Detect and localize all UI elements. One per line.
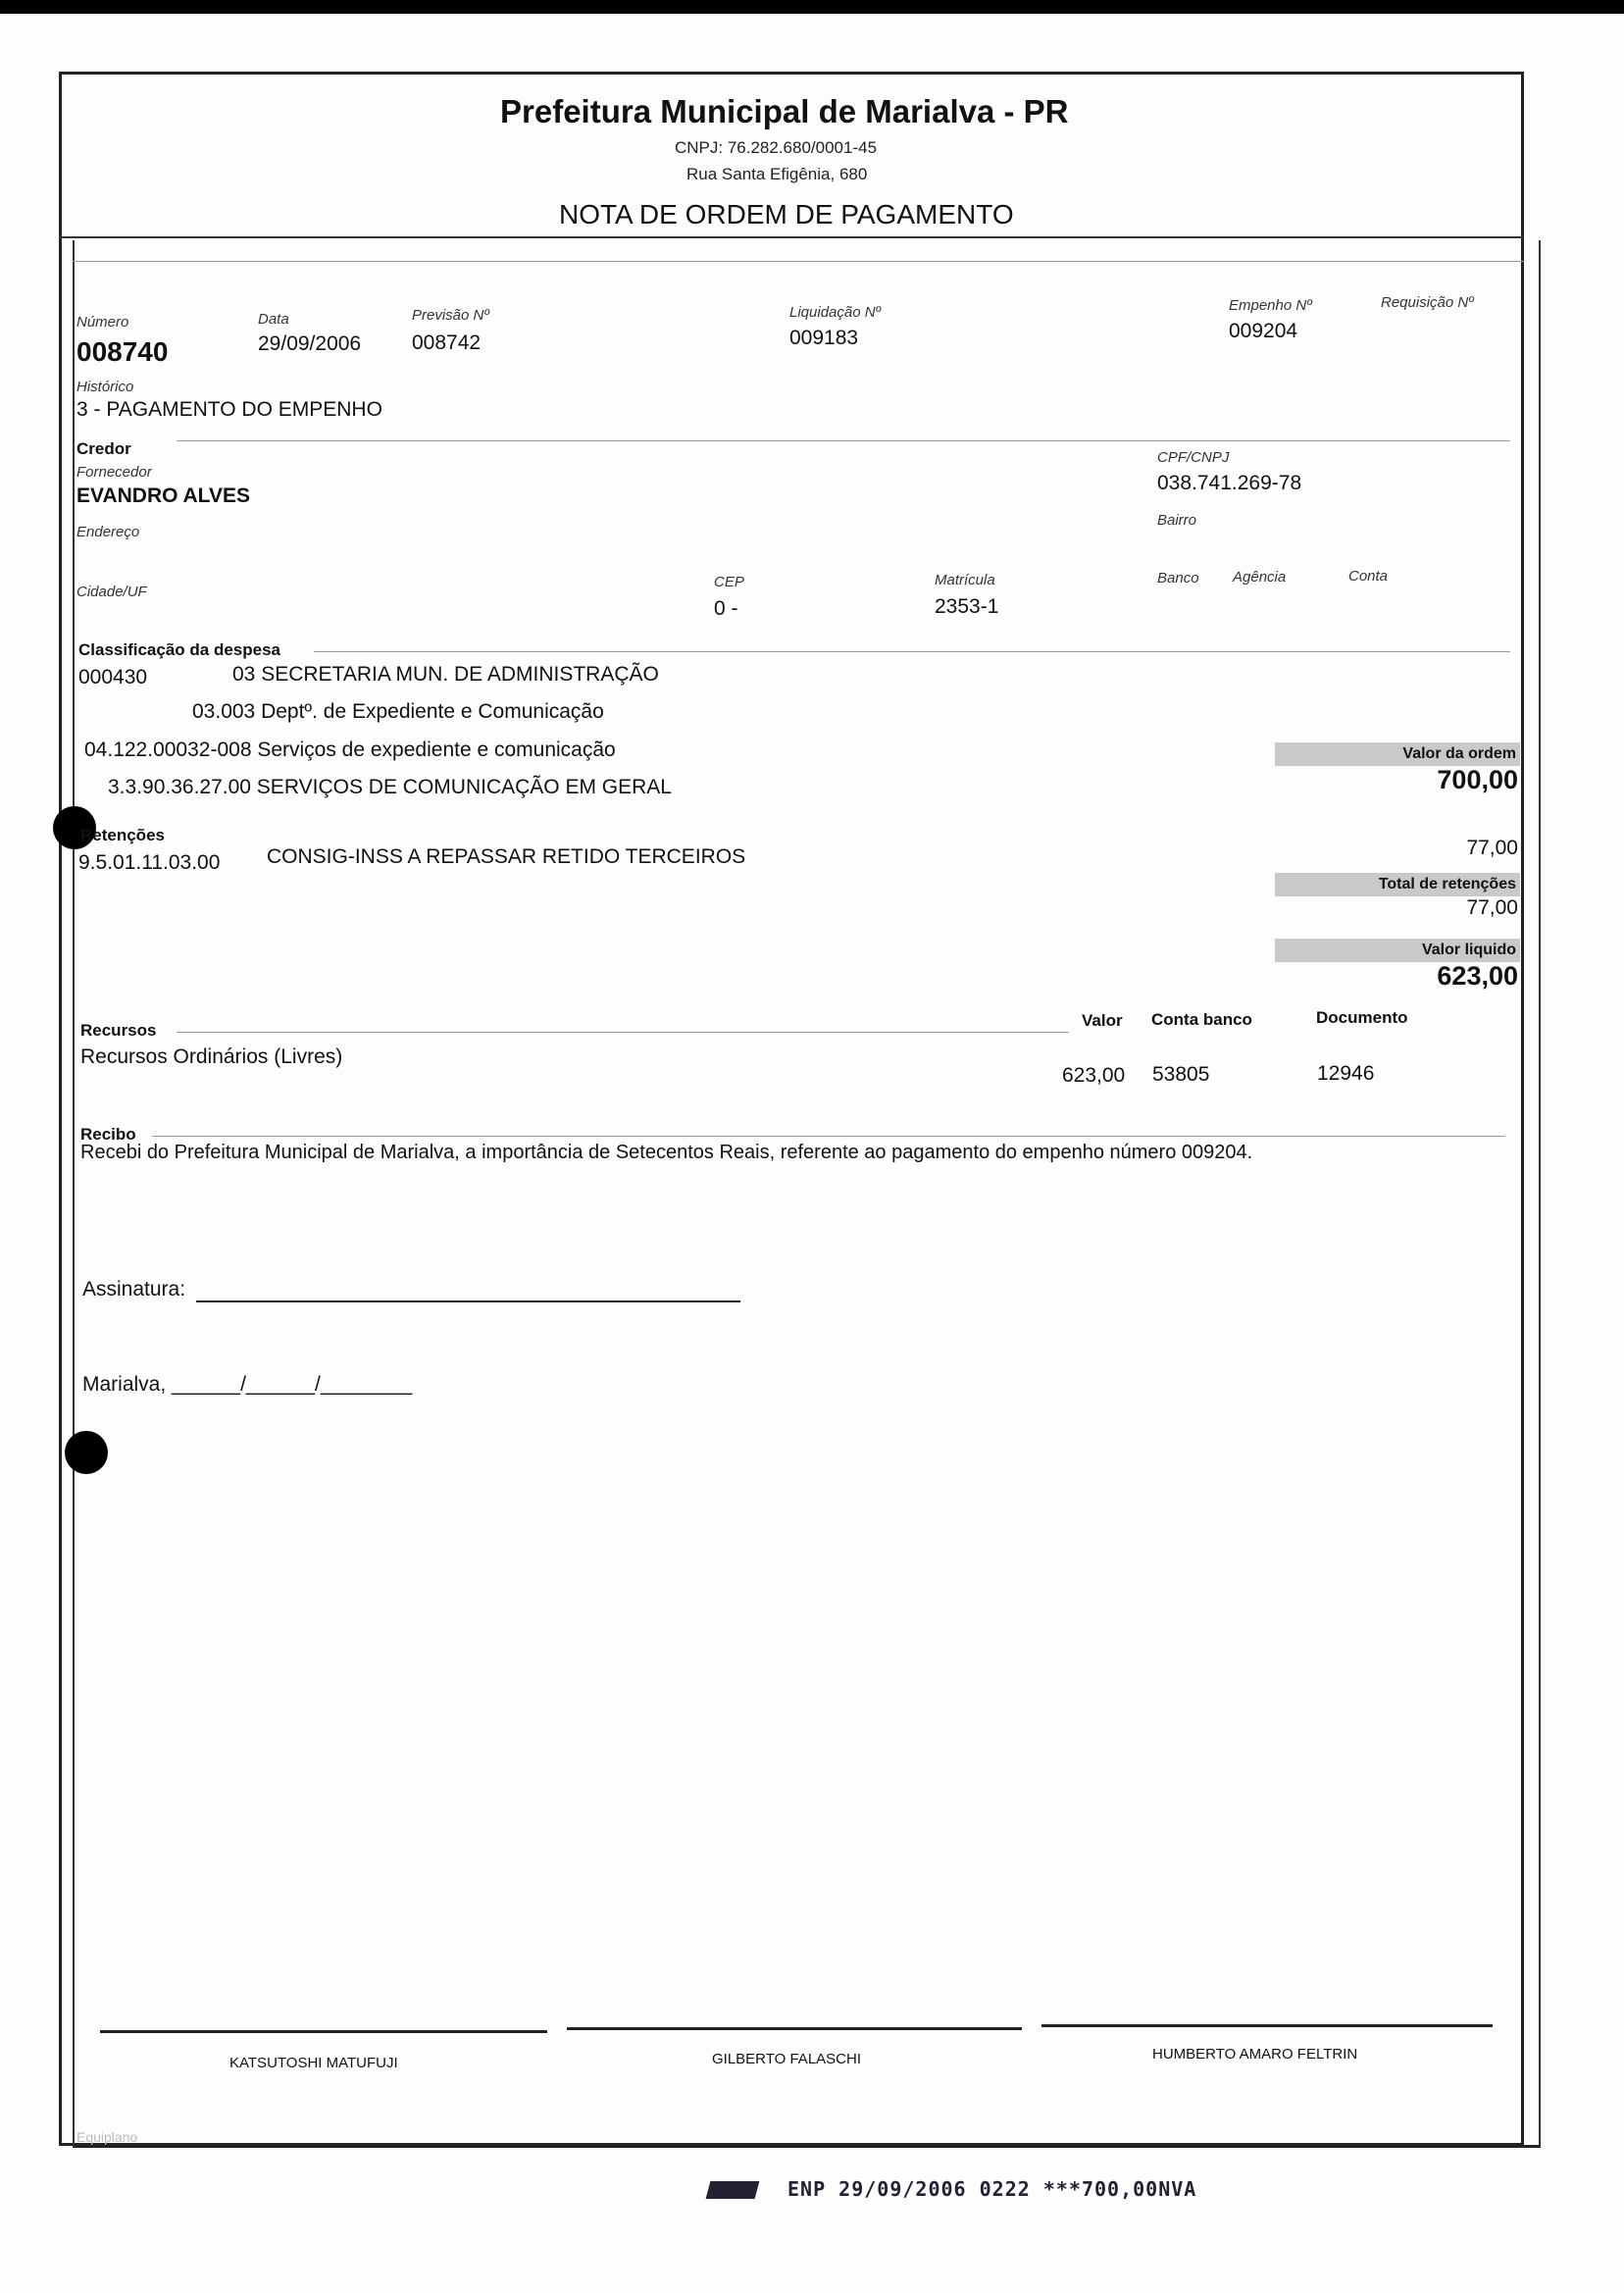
credor-section: Credor xyxy=(76,439,131,458)
cpf-label: CPF/CNPJ xyxy=(1157,449,1230,466)
header-divider xyxy=(59,236,1524,238)
recursos-conta: 53805 xyxy=(1152,1063,1210,1086)
data-value: 29/09/2006 xyxy=(258,332,362,355)
retencao-value: 77,00 xyxy=(1466,837,1518,859)
punch-hole-mark xyxy=(65,1431,108,1474)
historico-value: 3 - PAGAMENTO DO EMPENHO xyxy=(76,398,382,421)
assinatura-label: Assinatura: xyxy=(82,1278,186,1300)
banco-label: Banco xyxy=(1157,570,1199,586)
previsao-value: 008742 xyxy=(412,331,482,354)
divider xyxy=(177,1032,1069,1033)
divider xyxy=(177,440,1510,441)
classificacao-line-3: 04.122.00032-008 Serviços de expediente e comunicação xyxy=(84,739,616,761)
empenho-label: Empenho Nº xyxy=(1229,297,1312,314)
fornecedor-value: EVANDRO ALVES xyxy=(76,484,250,507)
recibo-section: Recibo xyxy=(80,1125,136,1144)
classificacao-line-1: 03 SECRETARIA MUN. DE ADMINISTRAÇÃO xyxy=(232,663,659,686)
header-address: Rua Santa Efigênia, 680 xyxy=(686,165,868,183)
classificacao-line-4: 3.3.90.36.27.00 SERVIÇOS DE COMUNICAÇÃO EM GERAL xyxy=(108,776,672,798)
data-label: Data xyxy=(258,311,289,328)
valor-liquido-value: 623,00 xyxy=(1437,961,1518,991)
recursos-desc: Recursos Ordinários (Livres) xyxy=(80,1045,343,1068)
valor-ordem-label: Valor da ordem xyxy=(1275,742,1520,766)
document-title: NOTA DE ORDEM DE PAGAMENTO xyxy=(559,199,1014,229)
agencia-label: Agência xyxy=(1233,569,1287,586)
retencao-desc: CONSIG-INSS A REPASSAR RETIDO TERCEIROS xyxy=(267,845,746,868)
classificacao-code: 000430 xyxy=(78,666,148,688)
total-retencoes-label: Total de retenções xyxy=(1275,873,1520,896)
assinatura-line xyxy=(196,1300,740,1302)
conta-label: Conta xyxy=(1348,568,1389,585)
bank-stamp: ENP 29/09/2006 0222 ***700,00NVA xyxy=(787,2177,1197,2201)
divider xyxy=(314,651,1510,652)
bairro-label: Bairro xyxy=(1157,512,1197,529)
recursos-valor-label: Valor xyxy=(1082,1011,1123,1030)
signatario-2: GILBERTO FALASCHI xyxy=(712,2051,861,2067)
cidade-label: Cidade/UF xyxy=(76,584,147,600)
recibo-text: Recebi do Prefeitura Municipal de Marialva, a importância de Setecentos Reais, referente ao pagamento do empenho número 009204. xyxy=(80,1142,1253,1163)
retencoes-section: Retenções xyxy=(80,826,165,844)
signatario-3: HUMBERTO AMARO FELTRIN xyxy=(1152,2046,1358,2063)
requisicao-label: Requisição Nº xyxy=(1381,294,1474,311)
recursos-documento-label: Documento xyxy=(1316,1008,1408,1027)
cep-label: CEP xyxy=(714,574,744,590)
signatario-1: KATSUTOSHI MATUFUJI xyxy=(229,2055,398,2071)
previsao-label: Previsão Nº xyxy=(412,307,489,324)
header-title: Prefeitura Municipal de Marialva - PR xyxy=(500,93,1069,129)
recursos-conta-label: Conta banco xyxy=(1151,1010,1252,1029)
bank-logo-icon xyxy=(706,2181,760,2199)
signature-line-2 xyxy=(567,2027,1022,2030)
divider xyxy=(73,261,1524,262)
total-retencoes-value: 77,00 xyxy=(1466,896,1518,919)
matricula-label: Matrícula xyxy=(935,572,995,588)
liquidacao-label: Liquidação Nº xyxy=(789,304,882,321)
valor-liquido-label: Valor liquido xyxy=(1275,939,1520,962)
local-data: Marialva, ______/______/________ xyxy=(82,1373,413,1396)
valor-ordem-value: 700,00 xyxy=(1437,765,1518,794)
signature-line-1 xyxy=(100,2030,547,2033)
endereco-label: Endereço xyxy=(76,524,140,540)
empenho-value: 009204 xyxy=(1229,320,1298,342)
scan-top-edge xyxy=(0,0,1624,14)
classificacao-line-2: 03.003 Deptº. de Expediente e Comunicação xyxy=(192,700,604,723)
software-label: Equiplano xyxy=(76,2129,138,2145)
signature-line-3 xyxy=(1041,2024,1493,2027)
recursos-section: Recursos xyxy=(80,1021,157,1040)
retencao-code: 9.5.01.11.03.00 xyxy=(78,851,221,874)
historico-label: Histórico xyxy=(76,379,134,395)
matricula-value: 2353-1 xyxy=(935,595,999,618)
recursos-documento: 12946 xyxy=(1317,1062,1375,1085)
divider xyxy=(152,1136,1505,1137)
cep-value: 0 - xyxy=(714,597,738,620)
recursos-valor: 623,00 xyxy=(1062,1064,1126,1087)
header-cnpj: CNPJ: 76.282.680/0001-45 xyxy=(675,138,878,157)
fornecedor-label: Fornecedor xyxy=(76,464,152,481)
liquidacao-value: 009183 xyxy=(789,327,859,349)
classificacao-section: Classificação da despesa xyxy=(78,640,281,659)
numero-value: 008740 xyxy=(76,336,169,367)
cpf-value: 038.741.269-78 xyxy=(1157,472,1302,494)
document-body-frame xyxy=(73,240,1541,2148)
numero-label: Número xyxy=(76,314,129,331)
